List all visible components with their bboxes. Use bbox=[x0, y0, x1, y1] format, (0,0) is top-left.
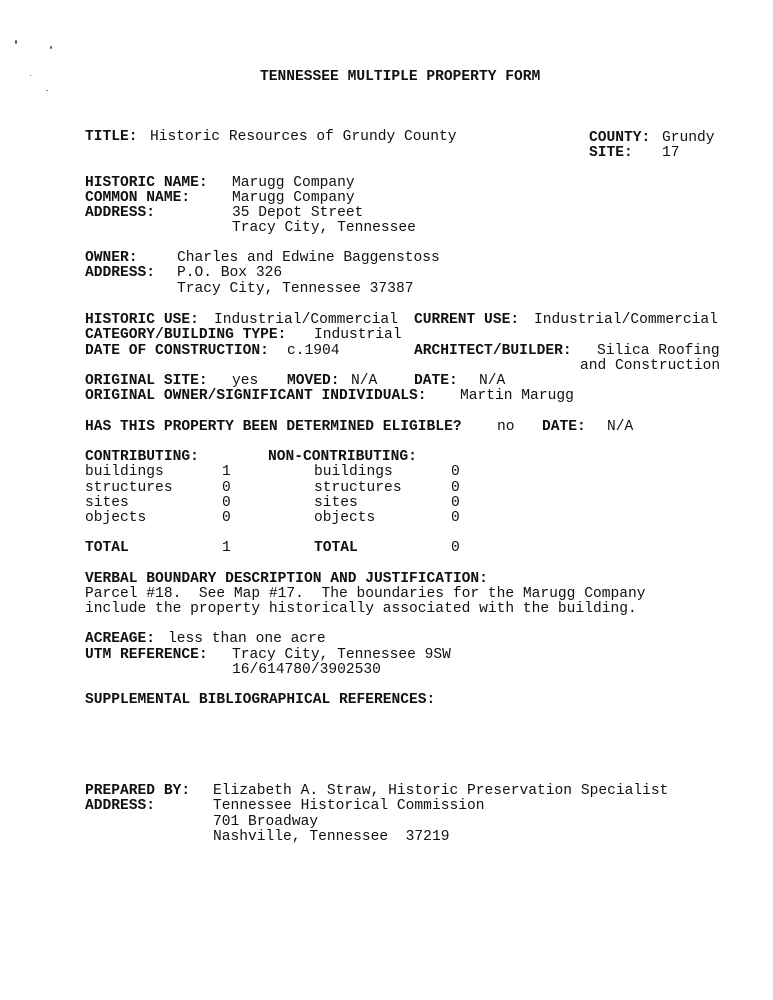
contributing-label: CONTRIBUTING: bbox=[85, 449, 199, 465]
county-label: COUNTY: bbox=[589, 130, 651, 146]
prepared-address-label: ADDRESS: bbox=[85, 798, 156, 814]
owner-value: Charles and Edwine Baggenstoss bbox=[177, 250, 440, 266]
contributing-total: 1 bbox=[222, 540, 231, 556]
contributing-row-name: sites bbox=[85, 495, 129, 511]
non-contributing-row-count: 0 bbox=[451, 495, 460, 511]
contributing-total-label: TOTAL bbox=[85, 540, 129, 556]
non-contributing-label: NON-CONTRIBUTING: bbox=[268, 449, 417, 465]
title-label: TITLE: bbox=[85, 129, 138, 145]
scan-speck bbox=[15, 40, 17, 44]
architect-line2: and Construction bbox=[580, 358, 721, 374]
eligible-value: no bbox=[497, 419, 515, 435]
owner-address-label: ADDRESS: bbox=[85, 265, 156, 281]
non-contributing-row-name: structures bbox=[314, 480, 402, 496]
scan-speck bbox=[50, 46, 52, 49]
acreage-label: ACREAGE: bbox=[85, 631, 156, 647]
utm-line1: Tracy City, Tennessee 9SW bbox=[232, 647, 451, 663]
prepared-address-line3: Nashville, Tennessee 37219 bbox=[213, 829, 450, 845]
address-label: ADDRESS: bbox=[85, 205, 156, 221]
moved-date-value: N/A bbox=[479, 373, 506, 389]
prepared-address-line2: 701 Broadway bbox=[213, 814, 319, 830]
current-use-value: Industrial/Commercial bbox=[534, 312, 718, 328]
non-contributing-row-count: 0 bbox=[451, 510, 460, 526]
bibliography-label: SUPPLEMENTAL BIBLIOGRAPHICAL REFERENCES: bbox=[85, 692, 436, 708]
boundary-line2: include the property historically associated with the building. bbox=[85, 601, 637, 617]
site-label: SITE: bbox=[589, 145, 633, 161]
utm-line2: 16/614780/3902530 bbox=[232, 662, 381, 678]
owner-address-line1: P.O. Box 326 bbox=[177, 265, 283, 281]
current-use-label: CURRENT USE: bbox=[414, 312, 520, 328]
contributing-row-count: 0 bbox=[222, 480, 231, 496]
historic-use-label: HISTORIC USE: bbox=[85, 312, 199, 328]
contributing-row-count: 0 bbox=[222, 510, 231, 526]
utm-label: UTM REFERENCE: bbox=[85, 647, 208, 663]
acreage-value: less than one acre bbox=[168, 631, 326, 647]
moved-value: N/A bbox=[351, 373, 378, 389]
title-value: Historic Resources of Grundy County bbox=[150, 129, 457, 145]
eligible-date-label: DATE: bbox=[542, 419, 586, 435]
eligible-label: HAS THIS PROPERTY BEEN DETERMINED ELIGIBLE? bbox=[85, 419, 462, 435]
non-contributing-total: 0 bbox=[451, 540, 460, 556]
original-owner-value: Martin Marugg bbox=[460, 388, 574, 404]
county-value: Grundy bbox=[662, 130, 715, 146]
moved-label: MOVED: bbox=[287, 373, 340, 389]
scan-speck bbox=[30, 75, 31, 76]
owner-address-line2: Tracy City, Tennessee 37387 bbox=[177, 281, 414, 297]
date-construction-label: DATE OF CONSTRUCTION: bbox=[85, 343, 269, 359]
form-title: TENNESSEE MULTIPLE PROPERTY FORM bbox=[260, 69, 541, 85]
architect-label: ARCHITECT/BUILDER: bbox=[414, 343, 572, 359]
boundary-label: VERBAL BOUNDARY DESCRIPTION AND JUSTIFICATION: bbox=[85, 571, 488, 587]
non-contributing-row-name: sites bbox=[314, 495, 358, 511]
contributing-row-count: 1 bbox=[222, 464, 231, 480]
non-contributing-row-name: objects bbox=[314, 510, 376, 526]
date-construction-value: c.1904 bbox=[287, 343, 340, 359]
non-contributing-row-count: 0 bbox=[451, 480, 460, 496]
non-contributing-row-count: 0 bbox=[451, 464, 460, 480]
historic-name-label: HISTORIC NAME: bbox=[85, 175, 208, 191]
common-name-value: Marugg Company bbox=[232, 190, 355, 206]
original-site-value: yes bbox=[232, 373, 259, 389]
prepared-by-label: PREPARED BY: bbox=[85, 783, 191, 799]
moved-date-label: DATE: bbox=[414, 373, 458, 389]
contributing-row-count: 0 bbox=[222, 495, 231, 511]
category-label: CATEGORY/BUILDING TYPE: bbox=[85, 327, 287, 343]
address-line2: Tracy City, Tennessee bbox=[232, 220, 416, 236]
contributing-row-name: structures bbox=[85, 480, 173, 496]
prepared-by-value: Elizabeth A. Straw, Historic Preservation Specialist bbox=[213, 783, 669, 799]
historic-name-value: Marugg Company bbox=[232, 175, 355, 191]
original-owner-label: ORIGINAL OWNER/SIGNIFICANT INDIVIDUALS: bbox=[85, 388, 427, 404]
historic-use-value: Industrial/Commercial bbox=[214, 312, 398, 328]
site-value: 17 bbox=[662, 145, 680, 161]
original-site-label: ORIGINAL SITE: bbox=[85, 373, 208, 389]
eligible-date-value: N/A bbox=[607, 419, 634, 435]
architect-line1: Silica Roofing bbox=[597, 343, 720, 359]
contributing-row-name: buildings bbox=[85, 464, 164, 480]
owner-label: OWNER: bbox=[85, 250, 138, 266]
scan-speck bbox=[46, 90, 48, 91]
non-contributing-total-label: TOTAL bbox=[314, 540, 358, 556]
prepared-address-line1: Tennessee Historical Commission bbox=[213, 798, 485, 814]
common-name-label: COMMON NAME: bbox=[85, 190, 191, 206]
category-value: Industrial bbox=[314, 327, 402, 343]
boundary-line1: Parcel #18. See Map #17. The boundaries for the Marugg Company bbox=[85, 586, 646, 602]
contributing-row-name: objects bbox=[85, 510, 147, 526]
address-line1: 35 Depot Street bbox=[232, 205, 364, 221]
non-contributing-row-name: buildings bbox=[314, 464, 393, 480]
